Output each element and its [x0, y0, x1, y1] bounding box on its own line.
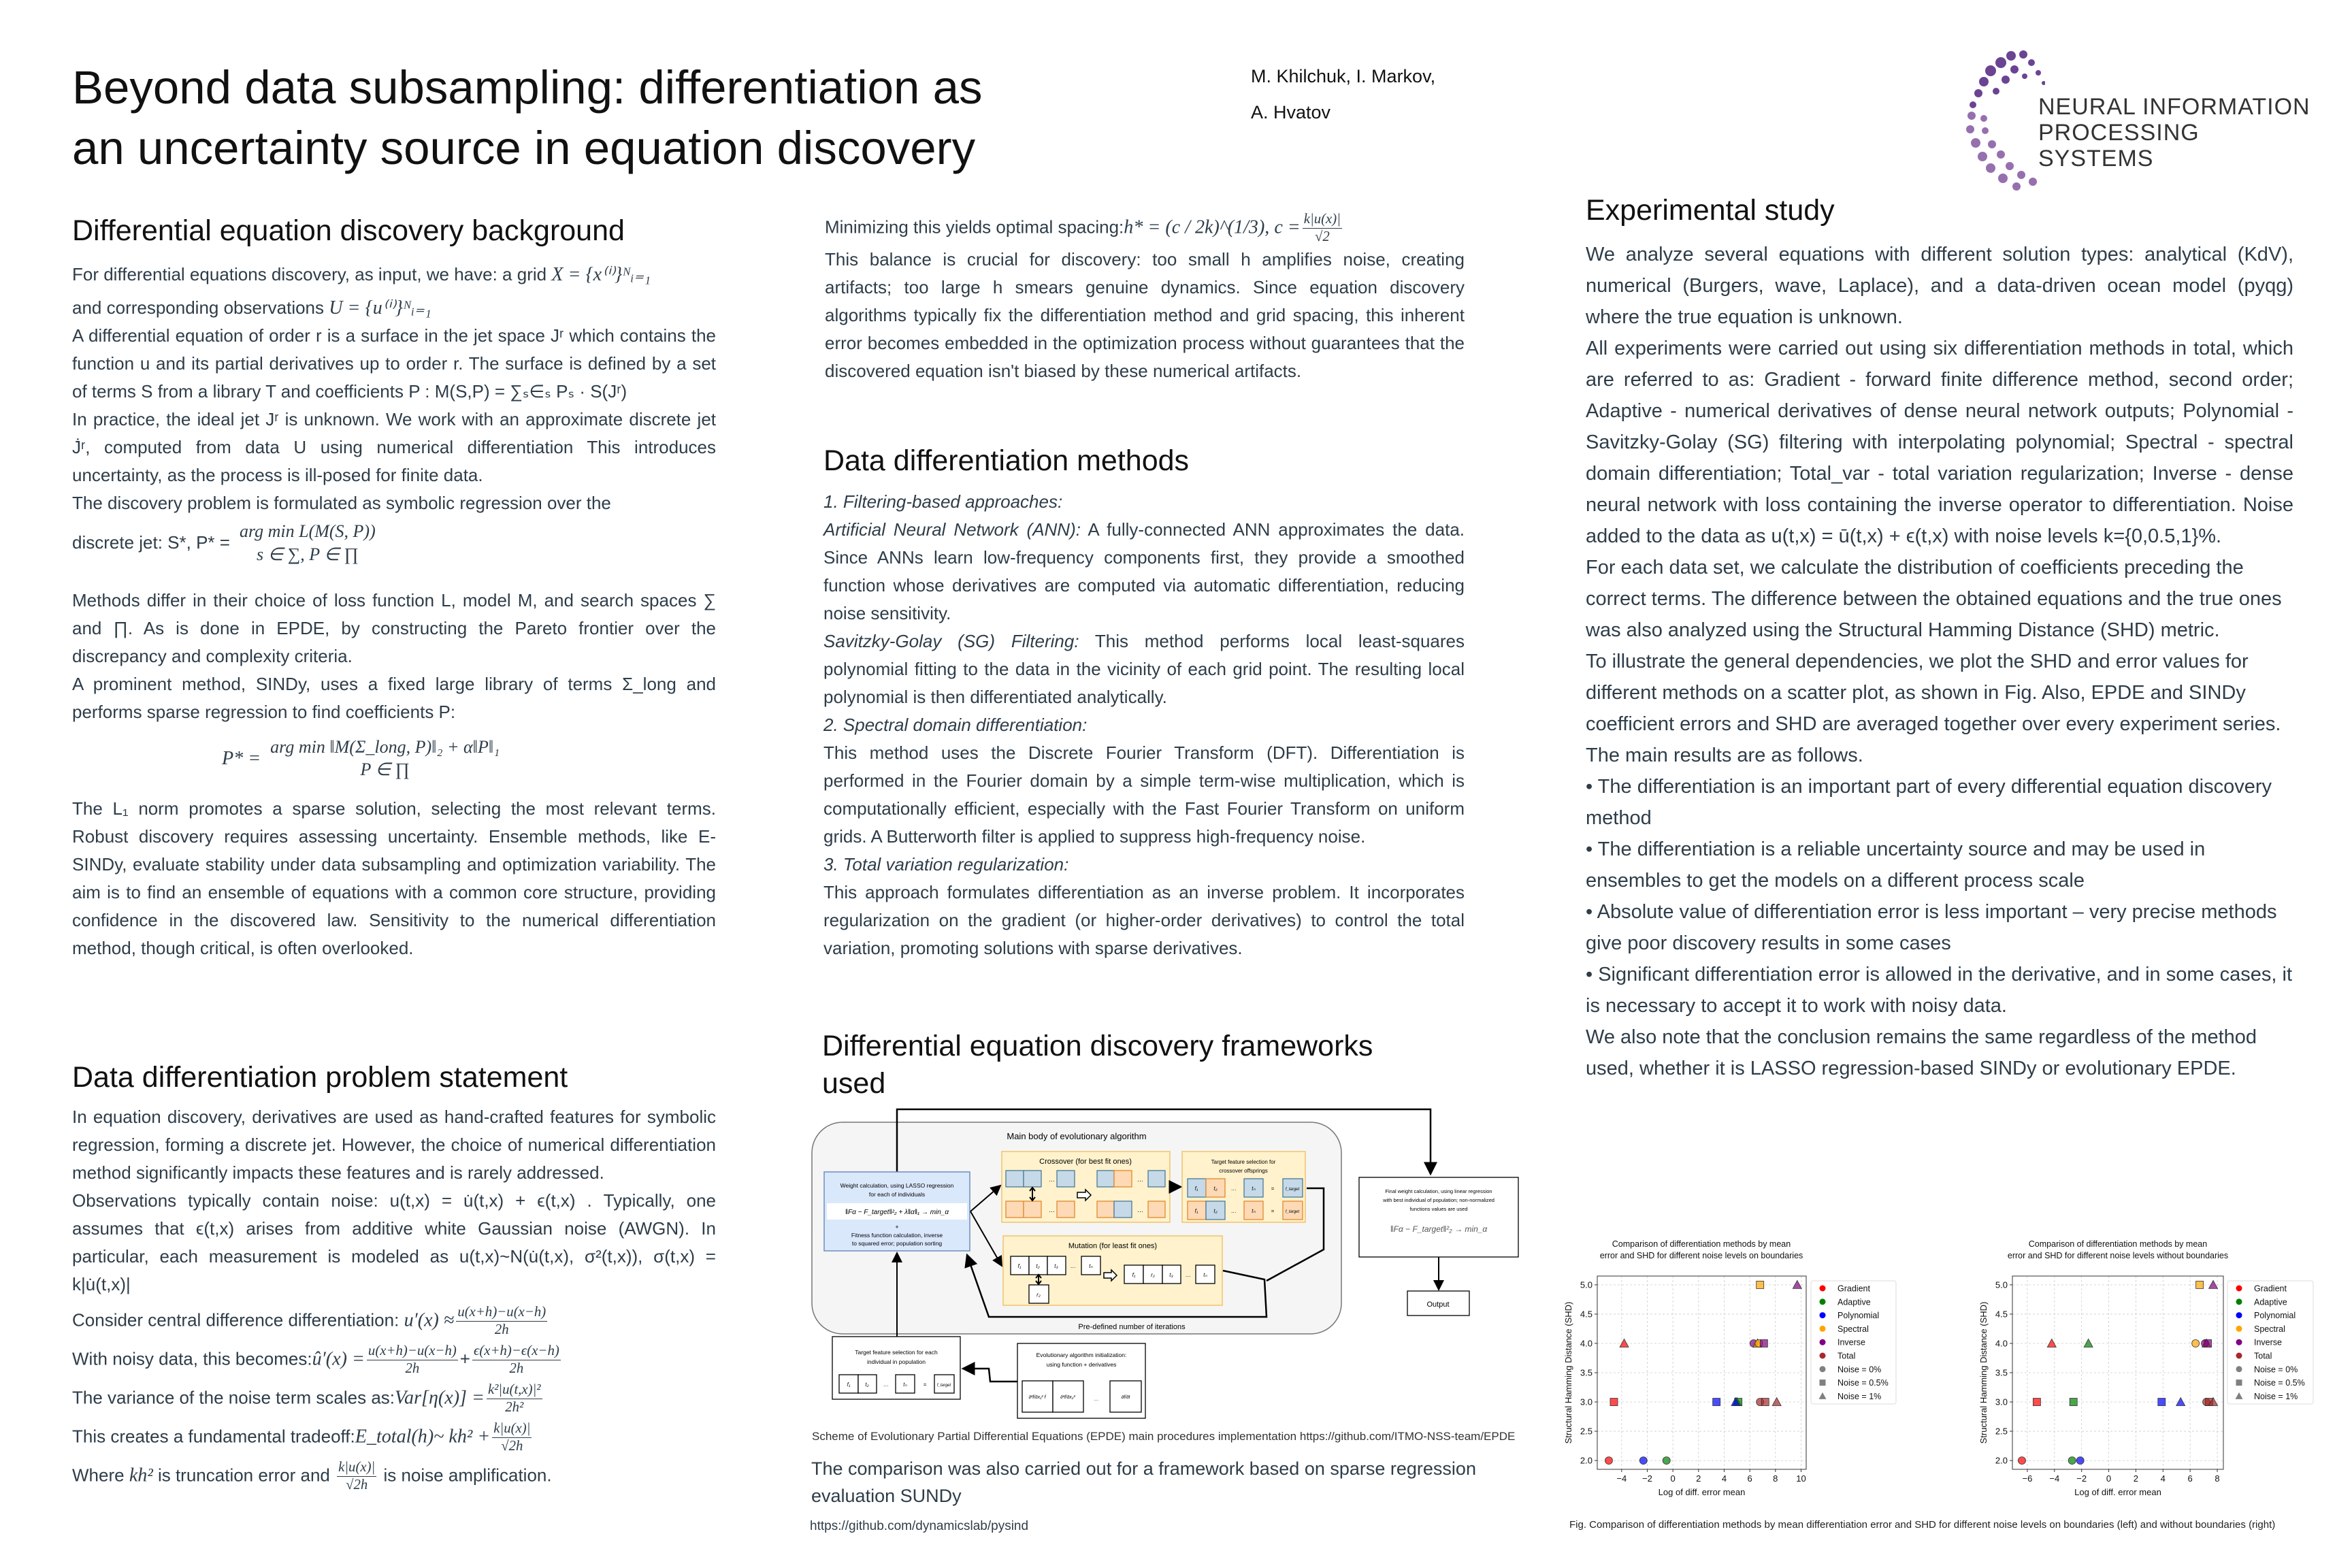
y-tick-label: 4.5	[1995, 1309, 2008, 1320]
legend-label: Total	[2254, 1351, 2272, 1361]
paragraph: This balance is crucial for discovery: too small h amplifies noise, creating artifacts; too large h smears genuine dynamics. Since equation discovery algorithms typically fix the differentiation method and grid spacing, this inherent error becomes embedded in the optimization process without guarantees that the discovered equation isn't biased by these numerical artifacts.	[825, 248, 1465, 381]
data-point-inverse	[1760, 1339, 1767, 1347]
title-line-1: Beyond data subsampling: differentiation as	[72, 61, 983, 114]
x-tick-label: 8	[1773, 1473, 1778, 1484]
box-text: Target feature selection for each	[855, 1349, 938, 1356]
fraction: $\frac{u(x+h)-u(x-h)}{2h}$	[368, 1342, 457, 1376]
paragraph: Observations typically contain noise: u(t,x) = u̇(t,x) + ϵ(t,x) . Typically, one assumes that ϵ(t,x) arises from additive white Gaussian noise (AWGN). In particular, each measurement is modeled as u(t,x)~N(u̇(t,x), σ²(t,x)), σ(t,x) = k|u̇(t,x)|	[72, 1190, 716, 1294]
y-tick-label: 5.0	[1995, 1279, 2008, 1290]
section-body	[72, 1103, 716, 1494]
cell-label: …	[1186, 1272, 1191, 1278]
legend-marker	[2236, 1353, 2242, 1359]
cell-label: f₁	[1017, 1263, 1022, 1269]
y-tick-label: 5.0	[1580, 1279, 1592, 1290]
y-tick-label: 3.5	[1995, 1367, 2008, 1378]
x-axis-label: Log of diff. error mean	[1658, 1487, 1746, 1497]
section-heading: Differential equation discovery frameworks used	[822, 1030, 1373, 1100]
section-tradeoff	[825, 211, 1465, 385]
cell-label: t₂	[1036, 1263, 1040, 1269]
y-tick-label: 4.0	[1995, 1338, 2008, 1349]
box-text: Fitness function calculation, inverse	[851, 1232, 943, 1239]
paragraph: This creates a fundamental tradeoff:E_total(h)~ kh² + $\frac{k|u(x)|}{√2h}$	[72, 1420, 531, 1454]
cell-label: t₂	[1213, 1208, 1218, 1214]
bullet-item: • The differentiation is a reliable uncertainty source and may be used in ensembles to get the models on a different process scale	[1586, 838, 2206, 892]
x-tick-label: −4	[1616, 1473, 1627, 1484]
data-point-total	[1772, 1398, 1781, 1406]
cell-label: f_target	[1285, 1210, 1300, 1214]
x-tick-label: 2	[2133, 1473, 2139, 1484]
section-heading: Experimental study	[1586, 194, 1835, 227]
plot-frame	[2012, 1276, 2223, 1469]
output-label: Output	[1426, 1301, 1450, 1309]
legend-label: Polynomial	[1838, 1311, 1880, 1321]
data-point-spectral	[2192, 1339, 2200, 1347]
formula-text: ‖Fα − F_target‖²₂ → min_α	[1390, 1224, 1488, 1234]
logo-text	[2038, 94, 2310, 172]
cell-label: tₙ	[1089, 1263, 1093, 1269]
data-point-adaptive	[1663, 1457, 1670, 1465]
paragraph: The L₁ norm promotes a sparse solution, selecting the most relevant terms. Robust discovery requires assessing uncertainty. Ensemble methods, like E-SINDy, evaluate stability under data subsampling and optimization variability. The aim is to find an ensemble of equations with a common core structure, providing confidence in the discovered law. Sensitivity to the numerical differentiation method, though critical, is often overlooked.	[72, 798, 716, 959]
cell-label: f₁	[1194, 1186, 1198, 1192]
legend-marker	[2236, 1366, 2242, 1372]
legend-marker	[2236, 1298, 2242, 1305]
cell-label: f₁	[1194, 1208, 1198, 1214]
crossover-label: Crossover (for best fit ones)	[1039, 1158, 1132, 1166]
section-body	[823, 488, 1465, 962]
data-point-gradient	[1620, 1339, 1629, 1347]
data-point-polynomial	[1713, 1399, 1720, 1406]
authors	[1251, 59, 1435, 131]
x-tick-label: 6	[2187, 1473, 2193, 1484]
authors-line-1: M. Khilchuk, I. Markov,	[1251, 66, 1436, 86]
box-text: +	[895, 1224, 899, 1230]
legend-label: Noise = 0%	[1838, 1365, 1882, 1375]
legend-label: Noise = 0%	[2254, 1365, 2298, 1375]
legend-label: Inverse	[2254, 1337, 2282, 1348]
cell-label: t₂	[865, 1382, 869, 1388]
legend-label: Noise = 0.5%	[1838, 1378, 1889, 1388]
y-axis-label: Structural Hamming Distance (SHD)	[1978, 1301, 1989, 1444]
figure-caption: Fig. Comparison of differentiation methods by mean differentiation error and SHD for different noise levels on boundaries (left) and without boundaries (right)	[1569, 1519, 2276, 1531]
paragraph: With noisy data, this becomes:û′(x) = $\frac{u(x+h)-u(x-h)}{2h}$ + $\frac{\epsilon(x+h)-\epsilon(x-h)}{2h}$	[72, 1342, 559, 1376]
x-tick-label: −4	[2049, 1473, 2060, 1484]
data-point-gradient	[1610, 1399, 1618, 1406]
paragraph: All experiments were carried out using six differentiation methods in total, which are referred to as: Gradient - forward finite difference method, second order; Adaptive - numerical derivatives of dense neural network outputs; Polynomial - Savitzky-Golay (SG) filtering with interpolating polynomial; Spectral - spectral domain differentiation; Total_var - total variation regularization; Inverse - dense neural network with loss containing the inverse operator to differentiation. Noise added to the data as u(t,x) = ū(t,x) + ϵ(t,x) with noise levels k={0,0.5,1}%.	[1586, 338, 2293, 547]
bullet-item: • Significant differentiation error is allowed in the derivative, and in some cases, it is necessary to accept it to work with noisy data.	[1586, 964, 2293, 1017]
legend-label: Adaptive	[2254, 1297, 2287, 1307]
cell-label: ∂²f/∂x₂²	[1060, 1395, 1075, 1400]
y-tick-label: 4.0	[1580, 1338, 1592, 1349]
sindy-note: The comparison was also carried out for a framework based on sparse regression evaluation SUNDy	[811, 1458, 1476, 1506]
legend-marker	[2236, 1286, 2242, 1292]
data-point-adaptive	[2068, 1457, 2076, 1465]
section-heading: Data differentiation methods	[823, 444, 1190, 477]
cell-label: …	[1231, 1186, 1237, 1192]
cell-dots: …	[1137, 1176, 1143, 1183]
box-text: Evolutionary algorithm initialization:	[1036, 1352, 1127, 1358]
authors-line-2: A. Hvatov	[1251, 102, 1331, 122]
x-tick-label: 0	[1670, 1473, 1676, 1484]
y-tick-label: 4.5	[1580, 1309, 1592, 1320]
legend-label: Spectral	[1838, 1324, 1869, 1334]
x-tick-label: 6	[1747, 1473, 1752, 1484]
logo-text-line-2: PROCESSING SYSTEMS	[2038, 120, 2200, 172]
box-text: using function + derivatives	[1046, 1361, 1117, 1368]
paragraph: Consider central difference differentiation: u′(x) ≈ $\frac{u(x+h)-u(x-h)}{2h}$	[72, 1304, 546, 1337]
y-tick-label: 2.5	[1580, 1426, 1592, 1437]
cell-label: t₂	[1213, 1186, 1218, 1192]
x-tick-label: 4	[2160, 1473, 2166, 1484]
y-axis-label: Structural Hamming Distance (SHD)	[1563, 1301, 1573, 1444]
section-heading: Differential equation discovery background	[72, 214, 625, 247]
legend-label: Noise = 0.5%	[2254, 1378, 2305, 1388]
cell-label: f₁	[847, 1382, 851, 1388]
x-tick-label: 2	[1696, 1473, 1701, 1484]
cell-dots: …	[1137, 1207, 1143, 1213]
section-heading: Data differentiation problem statement	[72, 1061, 568, 1094]
cell-label: =	[923, 1382, 927, 1388]
logo-text-line-1: NEURAL INFORMATION	[2038, 94, 2310, 120]
cell-label: …	[1071, 1263, 1076, 1269]
section-frameworks	[822, 1028, 1435, 1102]
legend-marker	[1820, 1353, 1826, 1359]
data-point-total	[1761, 1399, 1769, 1406]
paragraph: Artificial Neural Network (ANN): A fully-connected ANN approximates the data. Since ANNs learn low-frequency components first, they provide a smoothed function whose derivatives are computed via automatic differentiation, reducing noise sensitivity.	[823, 519, 1465, 623]
box-text: Weight calculation, using LASSO regression	[840, 1182, 954, 1189]
box-text: to squared error; population sorting	[851, 1240, 943, 1247]
data-point-polynomial	[1639, 1457, 1647, 1465]
paragraph: and corresponding observations U = {u⁽ⁱ⁾}ᴺᵢ₌₁	[72, 297, 431, 318]
legend-marker	[1820, 1339, 1826, 1345]
equation-symbolic-regression	[72, 520, 716, 566]
legend-marker	[2236, 1339, 2242, 1345]
paragraph: For each data set, we calculate the distribution of coefficients preceding the correct terms. The difference between the obtained equations and the true ones was also analyzed using the Structural Hamming Distance (SHD) metric.	[1586, 557, 2282, 641]
data-point-inverse	[1793, 1280, 1801, 1288]
diagram-caption: Scheme of Evolutionary Partial Differential Equations (EPDE) main procedures implementation https://github.com/ITMO-NSS-team/EPDE	[812, 1430, 1516, 1443]
fraction: $\frac{u(x+h)-u(x-h)}{2h}$	[457, 1304, 546, 1337]
equation-lhs: P* =	[222, 747, 261, 769]
chart-title: Comparison of differentiation methods by mean	[2028, 1239, 2208, 1249]
legend-marker	[1820, 1286, 1826, 1292]
equation-bottom: P ∈ ∏	[360, 760, 410, 780]
x-tick-label: −2	[2076, 1473, 2087, 1484]
paragraph: A prominent method, SINDy, uses a fixed large library of terms Σ_long and performs sparse regression to find coefficients P:	[72, 673, 716, 722]
cell-dots: …	[1049, 1176, 1055, 1183]
box-text: for each of individuals	[868, 1191, 926, 1198]
data-point-adaptive	[2084, 1339, 2093, 1347]
x-tick-label: 10	[1796, 1473, 1806, 1484]
sindy-link[interactable]: https://github.com/dynamicslab/pysind	[810, 1519, 1029, 1533]
paragraph: We analyze several equations with different solution types: analytical (KdV), numerical (Burgers, wave, Laplace), and a data-driven ocean model (pyqg) where the true equation is unknown.	[1586, 244, 2293, 328]
section-body	[1586, 239, 2293, 1084]
cell-label: f_target	[1285, 1188, 1300, 1192]
data-point-inverse	[2204, 1339, 2212, 1347]
equation-bottom: s ∈ ∑, P ∈ ∏	[256, 544, 359, 564]
paragraph: To illustrate the general dependencies, we plot the SHD and error values for different methods on a scatter plot, as shown in Fig. Also, EPDE and SINDy coefficient errors and SHD are averaged together over every experiment series.	[1586, 651, 2281, 735]
cell-label: f_target	[936, 1384, 951, 1388]
data-point-polynomial	[2176, 1398, 2185, 1406]
data-point-gradient	[1605, 1457, 1612, 1465]
legend-label: Gradient	[2254, 1284, 2287, 1294]
cell-label: t₃	[1169, 1272, 1173, 1278]
paragraph: For differential equations discovery, as input, we have: a grid X = {x⁽ⁱ⁾}ᴺᵢ₌₁	[72, 264, 651, 285]
y-tick-label: 2.5	[1995, 1426, 2008, 1437]
cell-label: tₙ	[1252, 1208, 1256, 1214]
legend-label: Polynomial	[2254, 1311, 2296, 1321]
legend-label: Total	[1838, 1351, 1856, 1361]
cell-label: r₂	[1151, 1272, 1155, 1278]
box-text: Target feature selection for	[1211, 1159, 1276, 1165]
paragraph: A differential equation of order r is a surface in the jet space Jʳ which contains the function u and its partial derivatives up to order r. The surface is defined by a set of terms S from a library T and coefficients P : M(S,P) = ∑ₛ∈ₛ Pₛ · S(Jʳ)	[72, 325, 716, 402]
section-body	[72, 261, 716, 962]
x-axis-label: Log of diff. error mean	[2074, 1487, 2161, 1497]
data-point-gradient	[2047, 1339, 2056, 1347]
iterations-label: Pre-defined number of iterations	[1078, 1323, 1186, 1331]
legend-marker	[1820, 1366, 1826, 1372]
data-point-polynomial	[2158, 1399, 2166, 1406]
paragraph: The main results are as follows.	[1586, 745, 1863, 766]
title-line-2: an uncertainty source in equation discovery	[72, 122, 976, 174]
section-experimental-study	[1586, 192, 2293, 1084]
box-text: individual in population	[866, 1358, 926, 1365]
box-text: functions values are used	[1409, 1206, 1468, 1212]
paragraph: Minimizing this yields optimal spacing:h* = (c / 2k)^(1/3), c = $\frac{k|u(x)|}{√2}$	[825, 211, 1341, 244]
neurips-logo-icon	[1963, 42, 2045, 195]
mutation-label: Mutation (for least fit ones)	[1068, 1242, 1158, 1250]
cell-label: tₙ	[903, 1382, 907, 1388]
subheading: 1. Filtering-based approaches:	[823, 491, 1063, 512]
legend-marker	[1820, 1326, 1826, 1332]
cell-label: tₙ	[1252, 1186, 1256, 1192]
fraction: $\frac{k|u(x)|}{√2h}$	[493, 1420, 531, 1454]
cell-label: …	[1094, 1397, 1099, 1402]
subheading: 2. Spectral domain differentiation:	[823, 715, 1088, 735]
paragraph: This approach formulates differentiation as an inverse problem. It incorporates regularization on the gradient (or higher-order derivatives) to control the total variation, promoting solutions with sparse derivatives.	[823, 882, 1465, 958]
legend-marker	[1820, 1298, 1826, 1305]
y-tick-label: 2.0	[1995, 1455, 2008, 1466]
x-tick-label: 0	[2106, 1473, 2112, 1484]
data-point-spectral	[2196, 1281, 2204, 1288]
y-tick-label: 3.5	[1580, 1367, 1592, 1378]
section-problem-statement	[72, 1059, 716, 1494]
bullet-item: • Absolute value of differentiation error is less important – very precise methods give poor discovery results in some cases	[1586, 901, 2277, 954]
y-tick-label: 2.0	[1580, 1455, 1592, 1466]
paragraph: We also note that the conclusion remains the same regardless of the method used, whether it is LASSO regression-based SINDy or evolutionary EPDE.	[1586, 1026, 2257, 1079]
subheading: 3. Total variation regularization:	[823, 854, 1069, 875]
paragraph: The discovery problem is formulated as symbolic regression over the	[72, 493, 611, 513]
math-grid: X = {x⁽ⁱ⁾}ᴺᵢ₌₁	[551, 264, 651, 285]
cell-label: …	[1231, 1208, 1237, 1214]
data-point-gradient	[2018, 1457, 2025, 1465]
fraction: $\frac{\epsilon(x+h)-\epsilon(x-h)}{2h}$	[473, 1342, 559, 1376]
fraction: $\frac{\text{k²|u(t,x)|²}}{\text{2h²}}$	[487, 1381, 541, 1415]
arrow-init-to-selection	[963, 1369, 1017, 1382]
data-point-inverse	[2209, 1280, 2218, 1288]
paragraph: This method uses the Discrete Fourier Transform (DFT). Differentiation is performed in the Fourier domain by a simple term-wise multiplication, which is computationally efficient, especially with the Fast Fourier Transform on uniform grids. A Butterworth filter is applied to suppress high-frequency noise.	[823, 742, 1465, 847]
cell-label: =	[1271, 1186, 1275, 1192]
paragraph: In equation discovery, derivatives are used as hand-crafted features for symbolic regression, forming a discrete jet. However, the choice of numerical differentiation method significantly impacts these features and is rarely addressed.	[72, 1107, 716, 1183]
epde-diagram	[806, 1102, 1521, 1429]
paragraph: Where kh² is truncation error and $\frac{k|u(x)|}{√2h}$ is noise amplification.	[72, 1458, 552, 1492]
data-point-gradient	[2033, 1399, 2040, 1406]
box-text: crossover offsprings	[1219, 1168, 1268, 1174]
legend-marker	[2236, 1326, 2242, 1332]
cell-label: tₙ	[1203, 1272, 1207, 1278]
chart-title: error and SHD for different noise levels on boundaries	[1599, 1251, 1803, 1260]
formula-text: ‖Fα − F_target‖²₂ + λ‖α‖₁ → min_α	[845, 1209, 949, 1216]
data-point-spectral	[1757, 1281, 1764, 1288]
cell-dots: …	[1049, 1207, 1055, 1213]
paragraph: Methods differ in their choice of loss function L, model M, and search spaces ∑ and ∏. As is done in EPDE, by constructing the Pareto frontier over the discrepancy and complexity criteria.	[72, 589, 716, 666]
y-tick-label: 3.0	[1580, 1396, 1592, 1407]
legend-label: Noise = 1%	[2254, 1391, 2298, 1401]
legend-label: Spectral	[2254, 1324, 2285, 1334]
cell-label: =	[1271, 1208, 1275, 1214]
x-tick-label: 4	[1721, 1473, 1727, 1484]
neurips-logo	[1963, 42, 2310, 195]
scatter-chart-on-boundaries	[1558, 1232, 1953, 1518]
x-tick-label: 8	[2215, 1473, 2220, 1484]
section-methods	[823, 442, 1465, 962]
fraction: $\frac{k|u(x)|}{√2}$	[1303, 211, 1341, 244]
cell-label: f₁	[1132, 1272, 1136, 1278]
cell-label: ∂f/∂t	[1121, 1395, 1130, 1400]
equation-top: arg min L(M(S, P))	[239, 521, 376, 541]
box-text: with best individual of population; non-normalized	[1383, 1197, 1494, 1203]
paragraph: In practice, the ideal jet Jʳ is unknown. We work with an approximate discrete jet J̇ʳ, computed from data U using numerical differentiation This introduces uncertainty, as the process is ill-posed for finite data.	[72, 409, 716, 485]
main-body-label: Main body of evolutionary algorithm	[1007, 1131, 1147, 1141]
equation-top: arg min ‖M(Σ_long, P)‖₂ + α‖P‖₁	[270, 736, 500, 757]
paragraph: The variance of the noise term scales as:Var[η(x)] = $\frac{\text{k²|u(t,x)|²}}{\text{2h²}}$	[72, 1381, 541, 1415]
legend-label: Gradient	[1838, 1284, 1870, 1294]
chart-title: Comparison of differentiation methods by mean	[1612, 1239, 1791, 1249]
cell-label: …	[883, 1382, 889, 1388]
bullet-item: • The differentiation is an important part of every differential equation discovery method	[1586, 776, 2272, 829]
paragraph: Savitzky-Golay (SG) Filtering: This method performs local least-squares polynomial fitting to the data in the vicinity of each grid point. The resulting local polynomial is then differentiated analytically.	[823, 631, 1465, 707]
box-text: Final weight calculation, using linear regression	[1385, 1188, 1492, 1194]
cell-label: r₂	[1036, 1292, 1041, 1298]
legend-marker	[1820, 1379, 1826, 1386]
legend-label: Adaptive	[1838, 1297, 1871, 1307]
legend-label: Noise = 1%	[1838, 1391, 1882, 1401]
equation-lhs: discrete jet: S*, P* =	[72, 532, 230, 553]
poster-title	[72, 57, 982, 178]
x-tick-label: −2	[1642, 1473, 1652, 1484]
data-point-polynomial	[2076, 1457, 2084, 1465]
legend-label: Inverse	[1838, 1337, 1865, 1348]
section-background	[72, 212, 716, 962]
x-tick-label: −6	[2022, 1473, 2033, 1484]
cell-label: ∂²f/∂x₁² f	[1028, 1395, 1046, 1400]
legend-marker	[2236, 1379, 2242, 1386]
chart-title: error and SHD for different noise levels without boundaries	[2007, 1251, 2229, 1260]
y-tick-label: 3.0	[1995, 1396, 2008, 1407]
legend-marker	[2236, 1312, 2242, 1318]
legend-marker	[1820, 1312, 1826, 1318]
equation-sindy	[222, 736, 716, 782]
math-observations: U = {u⁽ⁱ⁾}ᴺᵢ₌₁	[329, 297, 431, 318]
scatter-chart-without-boundaries	[1960, 1232, 2352, 1518]
data-point-adaptive	[2070, 1399, 2077, 1406]
fraction: $\frac{k|u(x)|}{√2h}$	[338, 1458, 376, 1492]
cell-label: t₃	[1054, 1263, 1058, 1269]
